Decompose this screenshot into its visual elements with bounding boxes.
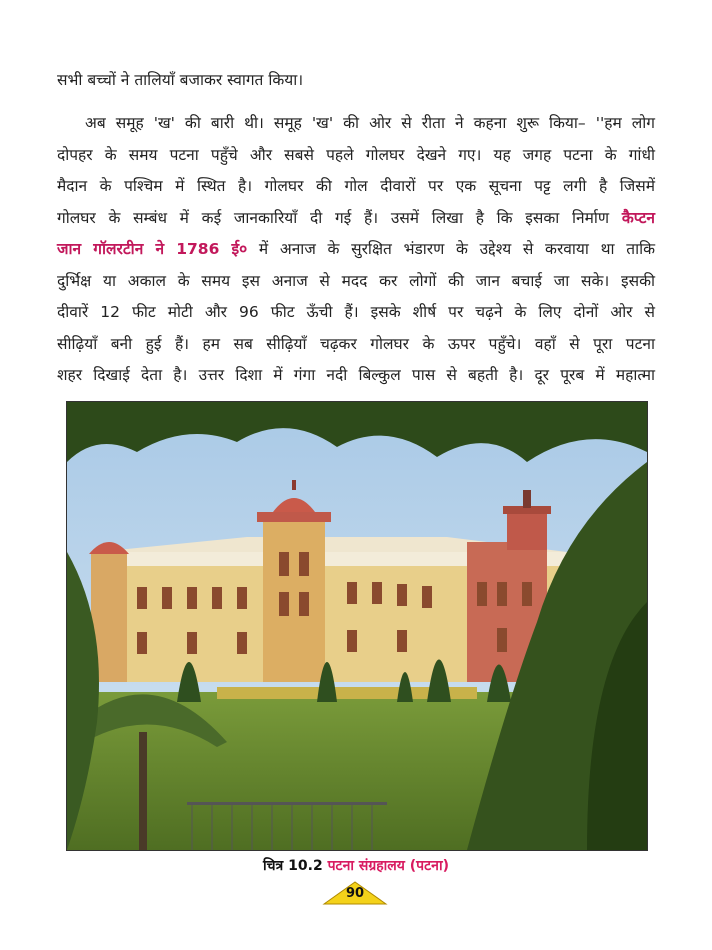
highlight-text: जान गॉलरटीन ने 1786 ई० (57, 240, 248, 258)
text-line: सभी बच्चों ने तालियाँ बजाकर स्वागत किया। (57, 71, 304, 89)
text-segment: में अनाज के सुरक्षित भंडारण के उद्देश्य से करवाया था ताकि (258, 240, 655, 258)
page-number: 90 (345, 886, 365, 901)
text-line: अब समूह 'ख' की बारी थी। समूह 'ख' की ओर से रीता ने कहना शुरू किया– ''हम लोग (85, 114, 655, 132)
figure-caption (0, 856, 712, 875)
text-line: दुर्भिक्ष या अकाल के समय इस अनाज से मदद कर लोगों की जान बचाई जा सके। इसकी (57, 272, 655, 290)
museum-photo (66, 401, 648, 851)
page-number-badge (322, 880, 388, 906)
text-segment: गोलघर के सम्बंध में कई जानकारियाँ दी गई हैं। उसमें लिखा है कि इसका निर्माण (57, 209, 610, 227)
text-line: सीढ़ियाँ बनी हुई हैं। हम सब सीढ़ियाँ चढ़कर गोलघर के ऊपर पहुँचे। वहाँ से पूरा पटना (57, 335, 655, 353)
text-line (57, 208, 655, 228)
highlight-text: कैप्टन (621, 209, 655, 227)
caption-label: चित्र 10.2 (263, 858, 323, 874)
text-line: मैदान के पश्चिम में स्थित है। गोलघर की गोल दीवारों पर एक सूचना पट्ट लगी है जिसमें (57, 177, 655, 195)
caption-title: पटना संग्रहालय (पटना) (327, 858, 449, 874)
text-line: दोपहर के समय पटना पहुँचे और सबसे पहले गोलघर देखने गए। यह जगह पटना के गांधी (57, 146, 655, 164)
text-line: दीवारें 12 फीट मोटी और 96 फीट ऊँची हैं। इसके शीर्ष पर चढ़ने के लिए दोनों ओर से (57, 303, 655, 321)
text-line (57, 239, 655, 259)
text-line: शहर दिखाई देता है। उत्तर दिशा में गंगा नदी बिल्कुल पास से बहती है। दूर पूरब में महात्मा (57, 366, 655, 384)
museum-photo-illustration (67, 402, 647, 850)
